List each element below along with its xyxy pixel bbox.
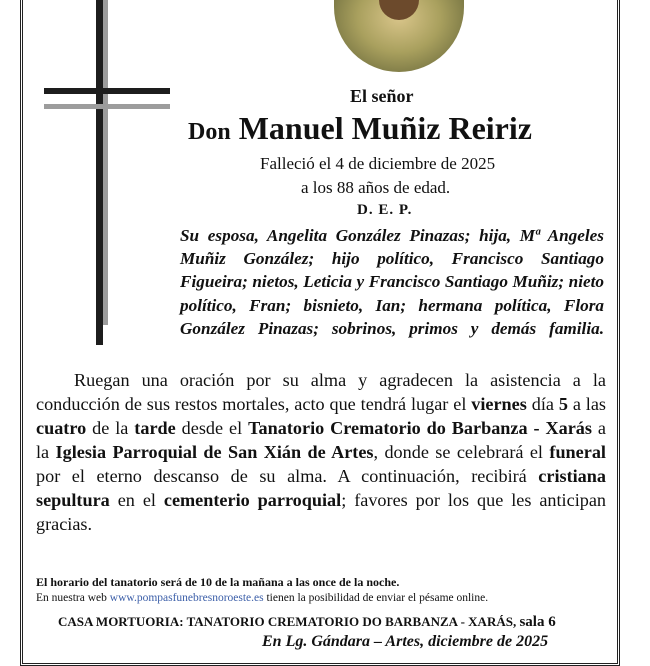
name-prefix: Don <box>188 119 231 145</box>
web-link[interactable]: www.pompasfunebresnoroeste.es <box>109 592 264 604</box>
cross-shadow <box>103 0 108 325</box>
body-day: viernes <box>471 394 527 414</box>
cross-bar-shadow <box>44 104 170 109</box>
ceremony-text <box>36 368 606 536</box>
place-date: En Lg. Gándara – Artes, diciembre de 2025 <box>262 633 549 650</box>
body-hour: cuatro <box>36 418 87 438</box>
death-age: a los 88 años de edad. <box>301 178 451 197</box>
death-date: Falleció el 4 de diciembre de 2025 <box>260 154 496 173</box>
body-text: Ruegan una oración por su alma y agradecen la asistencia a la conducción de sus restos mortales, acto que tendrá lugar el <box>36 370 606 414</box>
web-text: tienen la posibilidad de enviar el pésame online. <box>263 592 489 604</box>
body-text: , donde se celebrará el <box>373 442 550 462</box>
body-church: Iglesia Parroquial de San Xián de Artes <box>55 442 374 462</box>
body-text: en el <box>109 490 164 510</box>
wake-hours: El horario del tanatorio será de 10 de la mañana a las once de la noche. <box>36 575 400 589</box>
web-text: En nuestra web <box>36 592 110 604</box>
photo-face <box>379 0 419 20</box>
family-list: Su esposa, Angelita González Pinazas; hija, Mª Angeles Muñiz González; hijo político, Francisco Santiago Figueira; nietos, Leticia y Francisco Santiago Muñiz; nieto político, Fran; bisnieto, Ian; hermana política, Flora González Pinazas; sobrinos, primos y demás familia. <box>180 226 604 338</box>
dep-text: D. E. P. <box>357 202 413 218</box>
funeral-home-label: CASA MORTUORIA: TANATORIO CREMATORIO DO BARBANZA - XARÁS, <box>58 614 517 629</box>
body-date: 5 <box>558 394 568 414</box>
funeral-home <box>58 614 556 631</box>
name-text: Manuel Muñiz Reiriz <box>238 110 532 146</box>
body-funeral: funeral <box>549 442 606 462</box>
body-text: a las <box>567 394 606 414</box>
body-part: tarde <box>134 418 176 438</box>
body-text: por el eterno descanso de su alma. A continuación, recibirá <box>36 466 539 486</box>
funeral-home-room: sala 6 <box>519 614 556 630</box>
web-notice <box>36 592 488 604</box>
cross-icon <box>96 0 103 345</box>
body-text: día <box>526 394 559 414</box>
body-burial: cristiana sepultura <box>36 466 606 510</box>
deceased-name <box>188 110 532 147</box>
body-text: de la <box>86 418 135 438</box>
cross-bar <box>44 88 170 94</box>
honorific: El señor <box>350 86 414 106</box>
body-cemetery: cementerio parroquial <box>163 490 342 510</box>
body-text: desde el <box>175 418 249 438</box>
body-place: Tanatorio Crematorio do Barbanza - Xarás <box>248 418 592 438</box>
body-text: ; favores por los que les anticipan gracias. <box>36 490 607 534</box>
body-text: a la <box>36 418 606 462</box>
